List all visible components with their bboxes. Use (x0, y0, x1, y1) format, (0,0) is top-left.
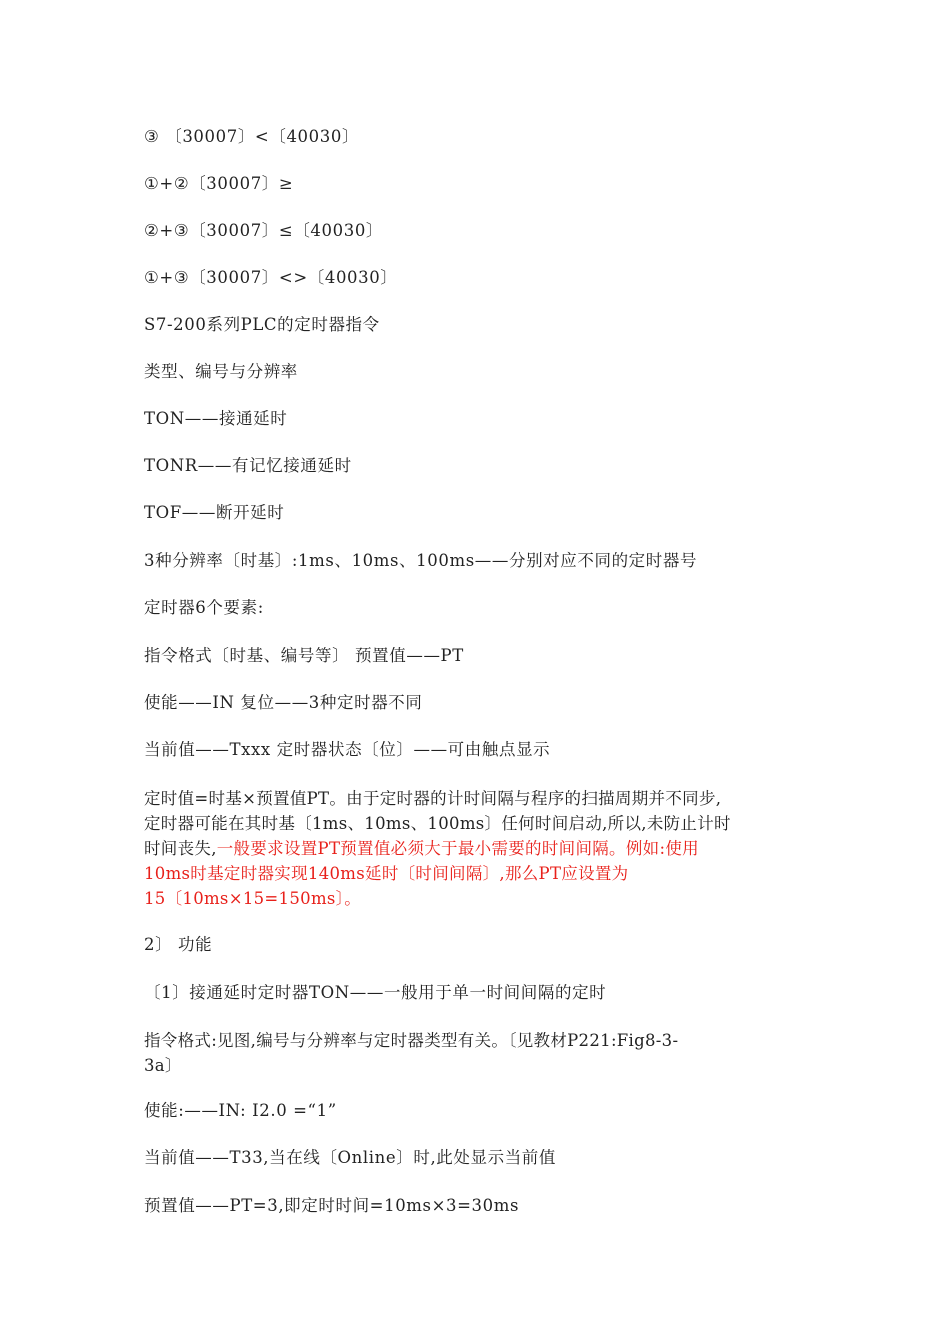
function-heading: 2〕 功能 (144, 935, 213, 954)
timer-type-tonr: TONR——有记忆接通延时 (144, 456, 352, 475)
comparison-line-2: ①+②〔30007〕≥ (144, 174, 294, 193)
paragraph-row-2: 定时器可能在其时基〔1ms、10ms、100ms〕任何时间启动,所以,未防止计时 (144, 814, 731, 833)
comparison-line-4: ①+③〔30007〕<>〔40030〕 (144, 268, 398, 287)
format-row-1: 指令格式:见图,编号与分辨率与定时器类型有关。〔见教材P221:Fig8-3- (144, 1031, 679, 1050)
resolution-line: 3种分辨率〔时基〕:1ms、10ms、100ms——分别对应不同的定时器号 (144, 551, 698, 570)
subheading-types: 类型、编号与分辨率 (144, 362, 298, 381)
comparison-line-1: ③ 〔30007〕<〔40030〕 (144, 127, 360, 146)
element-enable-reset: 使能——IN 复位——3种定时器不同 (144, 693, 423, 712)
six-elements-heading: 定时器6个要素: (144, 598, 264, 617)
current-value-line: 当前值——T33,当在线〔Online〕时,此处显示当前值 (144, 1148, 556, 1167)
format-row-2: 3a〕 (144, 1056, 182, 1075)
enable-line: 使能:——IN: I2.0 =“1” (144, 1101, 337, 1120)
highlight-example-1: 10ms时基定时器实现140ms延时〔时间间隔〕,那么PT应设置为 (144, 864, 629, 883)
instruction-format-paragraph (144, 1028, 809, 1078)
comparison-line-3: ②+③〔30007〕≤〔40030〕 (144, 221, 384, 240)
paragraph-row-3-black: 时间丧失, (144, 839, 217, 858)
highlight-requirement: 一般要求设置PT预置值必须大于最小需要的时间间隔。例如:使用 (216, 839, 699, 858)
ton-heading: 〔1〕接通延时定时器TON——一般用于单一时间间隔的定时 (144, 983, 607, 1002)
highlight-example-2: 15〔10ms×15=150ms〕。 (144, 889, 362, 908)
timer-type-tof: TOF——断开延时 (144, 503, 285, 522)
timing-value-paragraph (144, 786, 809, 911)
element-current-state: 当前值——Txxx 定时器状态〔位〕——可由触点显示 (144, 740, 551, 759)
preset-value-line: 预置值——PT=3,即定时时间=10ms×3=30ms (144, 1196, 520, 1215)
timer-type-ton: TON——接通延时 (144, 409, 288, 428)
section-heading-timer-instructions: S7-200系列PLC的定时器指令 (144, 315, 380, 334)
paragraph-row-3 (144, 836, 809, 861)
element-format-preset: 指令格式〔时基、编号等〕 预置值——PT (144, 646, 464, 665)
paragraph-row-1: 定时值=时基×预置值PT。由于定时器的计时间隔与程序的扫描周期并不同步, (144, 789, 722, 808)
